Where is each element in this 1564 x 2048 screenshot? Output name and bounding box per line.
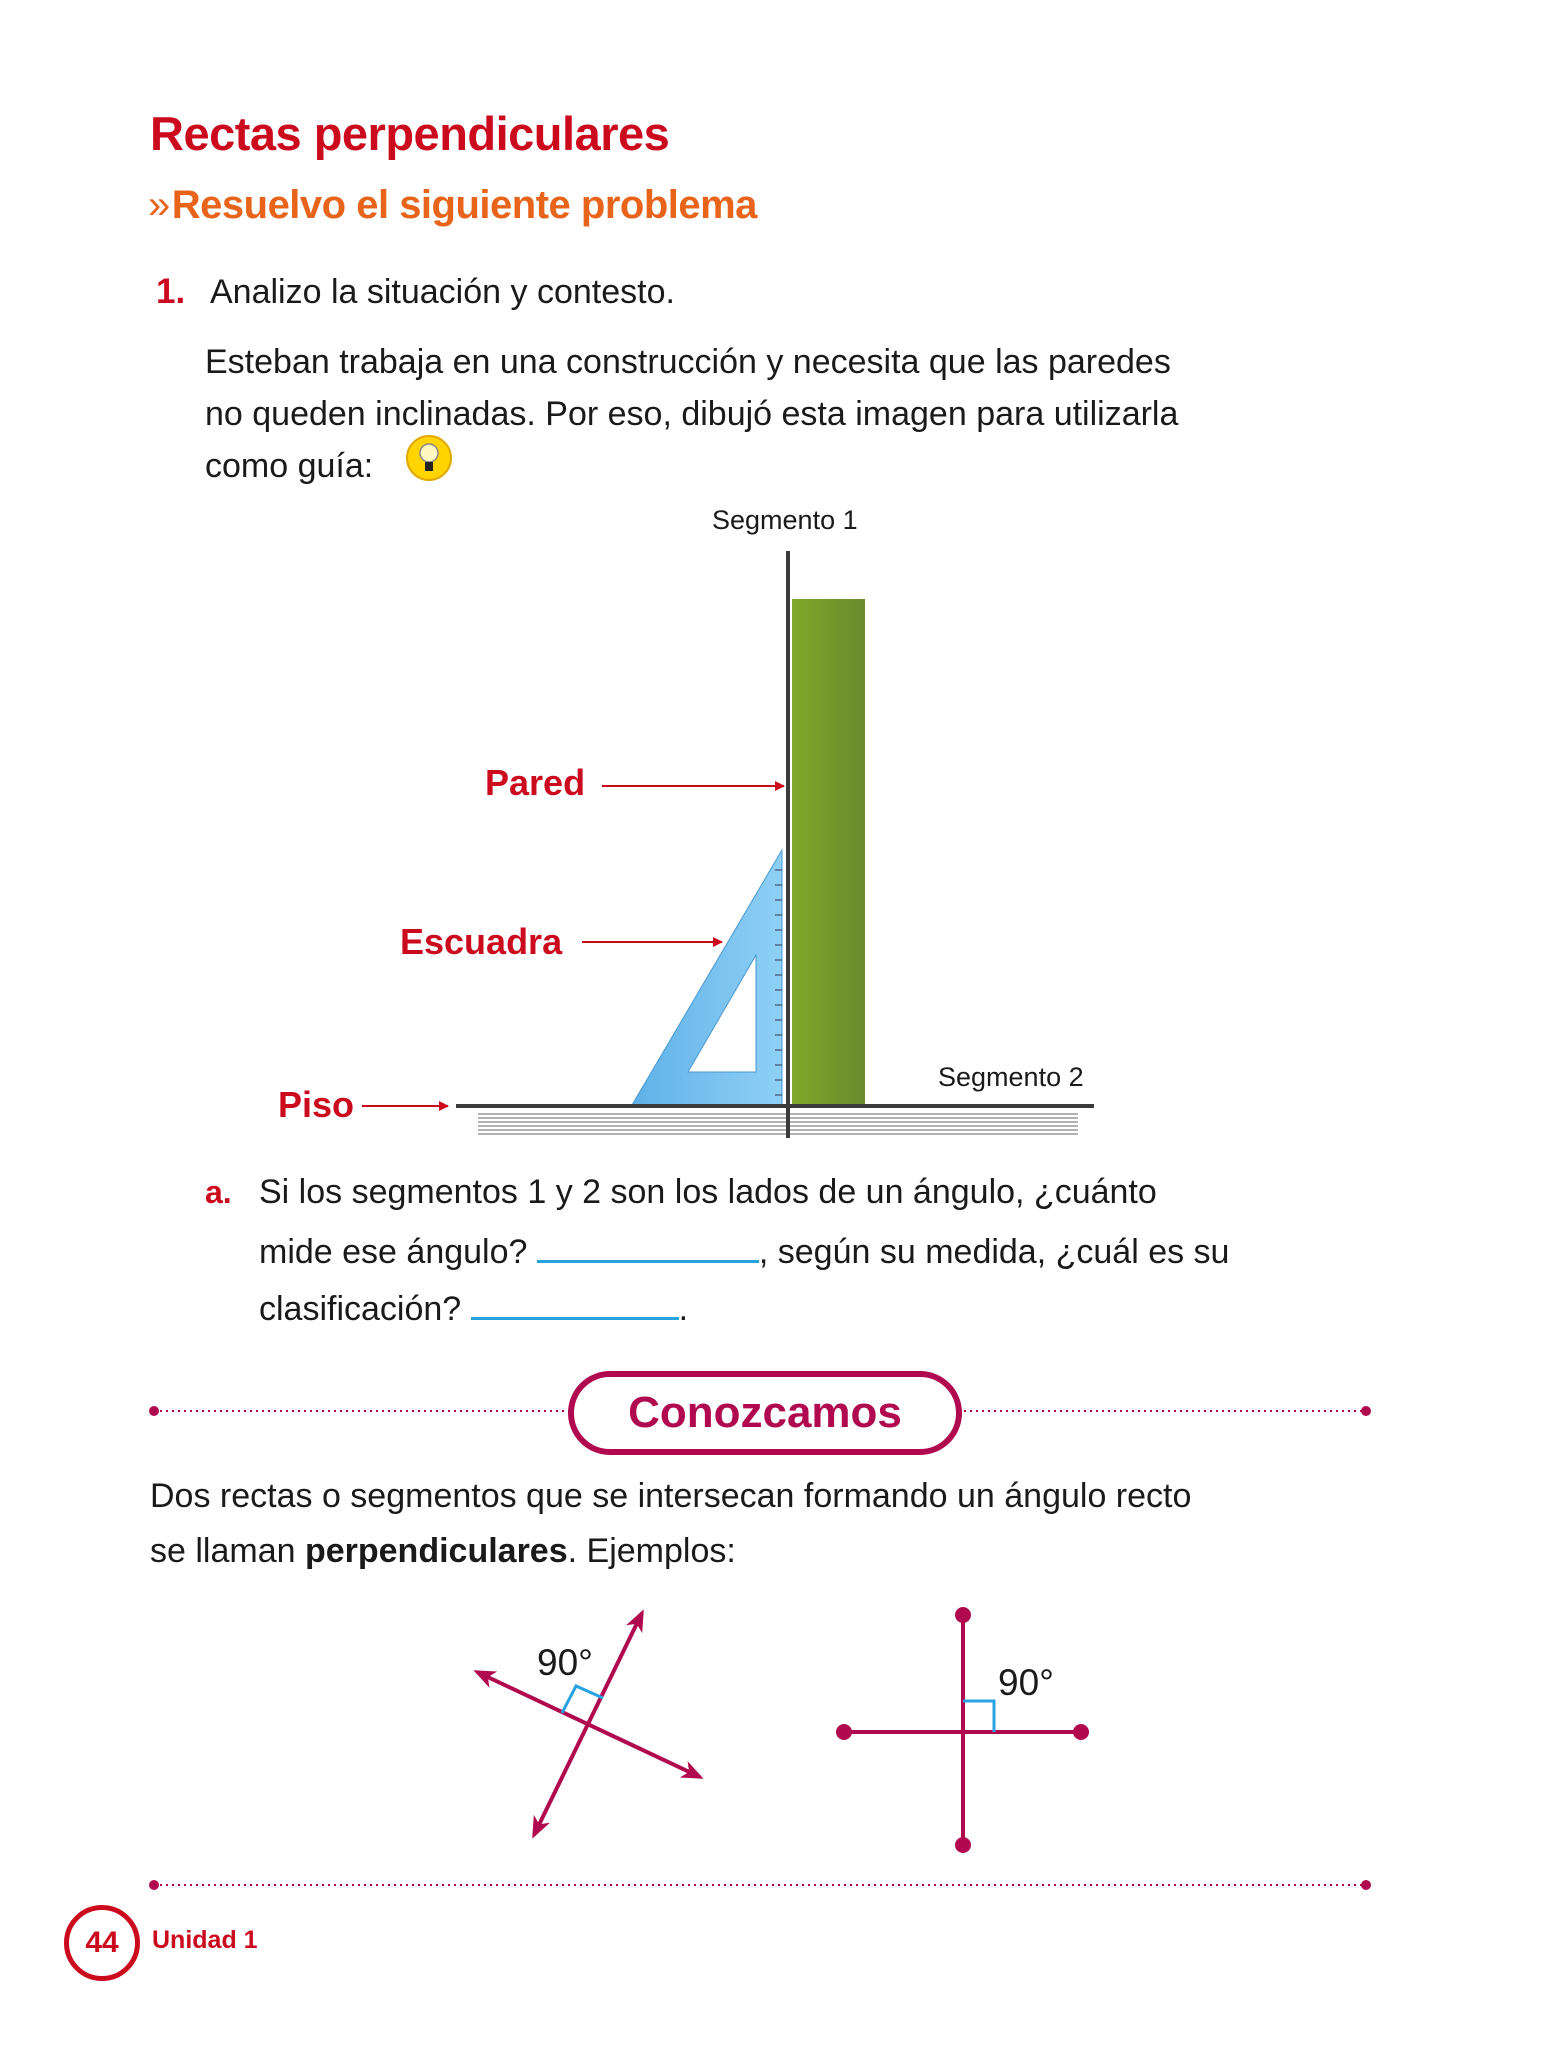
endpoint-dot (836, 1724, 852, 1740)
question-text: . (678, 1290, 689, 1328)
divider-dot (149, 1880, 159, 1890)
exercise-instruction: Analizo la situación y contesto. (210, 273, 675, 311)
definition-line-1: Dos rectas o segmentos que se intersecan formando un ángulo recto (150, 1477, 1192, 1515)
page-number: 44 (64, 1905, 140, 1981)
angle-measure-blank[interactable] (537, 1230, 759, 1263)
question-line-3 (259, 1287, 688, 1329)
divider-dot (1361, 1406, 1371, 1416)
question-line-2 (259, 1230, 1229, 1272)
unit-label: Unidad 1 (152, 1926, 258, 1954)
definition-line-2 (150, 1532, 736, 1571)
question-text: , según su medida, ¿cuál es su (758, 1233, 1230, 1271)
endpoint-dot (1073, 1724, 1089, 1740)
question-text: mide ese ángulo? (259, 1233, 528, 1271)
example1-angle-label: 90° (537, 1642, 593, 1683)
question-letter: a. (205, 1174, 232, 1210)
wall-rect (792, 599, 865, 1105)
paragraph-line-1: Esteban trabaja en una construcción y necesita que las paredes (205, 343, 1171, 381)
floor-label: Piso (278, 1084, 355, 1125)
divider-dot (1361, 1880, 1371, 1890)
endpoint-dot (955, 1607, 971, 1623)
page-title: Rectas perpendiculares (150, 107, 670, 160)
divider-dot (149, 1406, 159, 1416)
paragraph-line-2: no queden inclinadas. Por eso, dibujó esta imagen para utilizarla (205, 395, 1179, 433)
question-text: clasificación? (259, 1290, 462, 1328)
chevron-marker: » (148, 183, 170, 227)
set-square (632, 850, 782, 1105)
subtitle-text: Resuelvo el siguiente problema (171, 183, 757, 227)
classification-blank[interactable] (471, 1287, 679, 1320)
example1-line-b (477, 1672, 700, 1777)
definition-term: perpendiculares (304, 1532, 568, 1570)
definition-text: . Ejemplos: (567, 1532, 736, 1570)
conozcamos-banner: Conozcamos (568, 1371, 962, 1455)
definition-text: se llaman (150, 1532, 305, 1570)
example2-angle-label: 90° (998, 1662, 1054, 1703)
endpoint-dot (955, 1837, 971, 1853)
exercise-number: 1. (156, 272, 186, 311)
segment-2-label: Segmento 2 (938, 1062, 1084, 1092)
wall-label: Pared (485, 762, 586, 803)
right-angle-marker-2 (963, 1701, 994, 1732)
question-line-1: Si los segmentos 1 y 2 son los lados de un ángulo, ¿cuánto (259, 1173, 1157, 1211)
floor-hatch (478, 1114, 1078, 1134)
square-label: Escuadra (400, 921, 563, 962)
segment-1-label: Segmento 1 (712, 505, 858, 535)
paragraph-line-3: como guía: (205, 447, 374, 485)
